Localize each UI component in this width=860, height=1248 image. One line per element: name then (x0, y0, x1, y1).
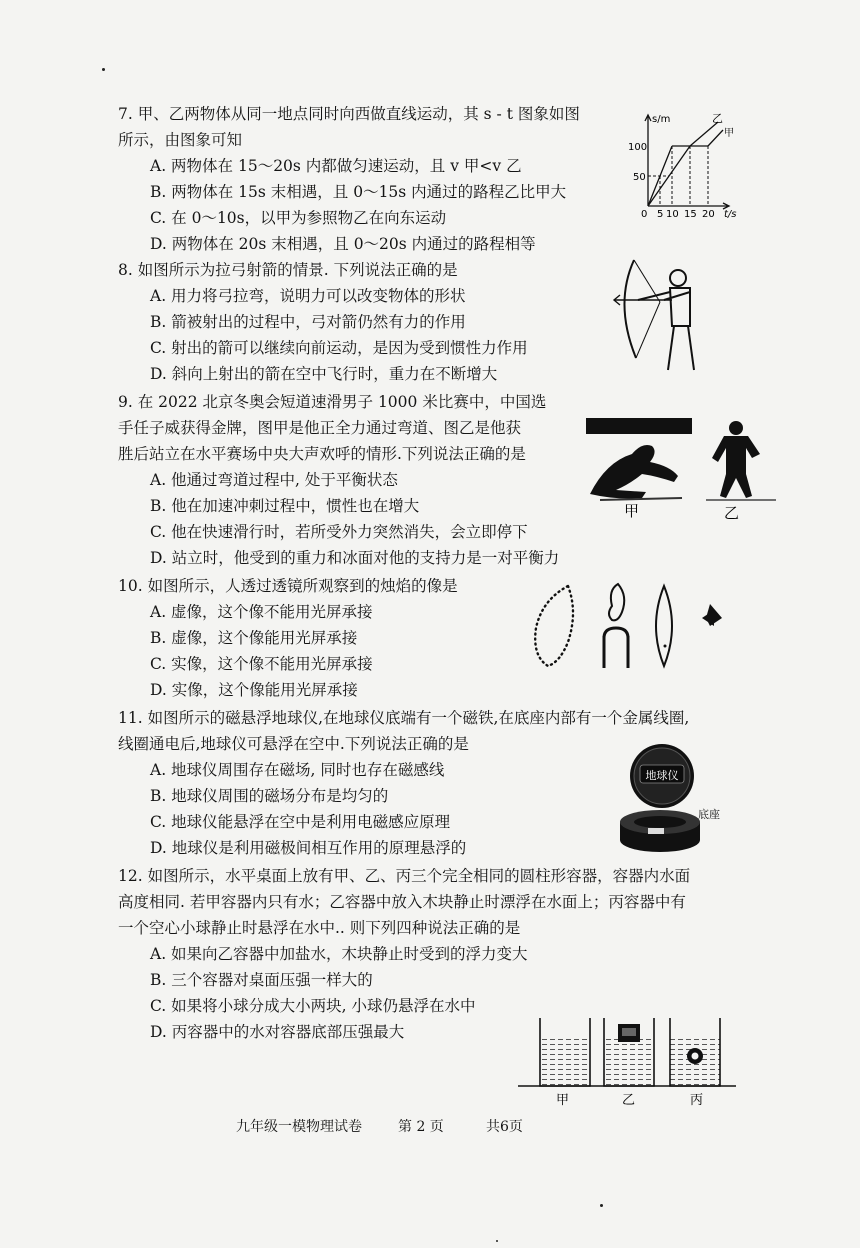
scan-speck (102, 68, 105, 71)
q12-stem-line3: 一个空心小球静止时悬浮在水中.. 则下列四种说法正确的是 (118, 919, 521, 937)
q10-option-d: D. 实像，这个像能用光屏承接 (150, 681, 358, 699)
q8-stem: 8. 如图所示为拉弓射箭的情景. 下列说法正确的是 (118, 261, 458, 279)
q7-stem-line1: 7. 甲、乙两物体从同一地点同时向西做直线运动，其 s - t 图象如图 (118, 105, 580, 123)
q8-option-d: D. 斜向上射出的箭在空中飞行时，重力在不断增大 (150, 365, 498, 383)
globe-label: 地球仪 (645, 769, 679, 782)
q11-option-c: C. 地球仪能悬浮在空中是利用电磁感应原理 (150, 813, 451, 831)
container-label-jia: 甲 (556, 1093, 570, 1108)
fig-label-jia: 甲 (624, 502, 640, 520)
q12-option-a: A. 如果向乙容器中加盐水，木块静止时受到的浮力变大 (150, 945, 528, 963)
q9-option-a: A. 他通过弯道过程中, 处于平衡状态 (150, 471, 398, 489)
st-graph (628, 110, 748, 220)
footer-page-number: 第 2 页 (398, 1119, 444, 1135)
skater-photos (586, 414, 786, 522)
q9-option-c: C. 他在快速滑行时，若所受外力突然消失，会立即停下 (150, 523, 528, 541)
footer-exam-title: 九年级一模物理试卷 (236, 1119, 362, 1135)
container-label-yi: 乙 (622, 1093, 636, 1108)
scan-speck (600, 1204, 603, 1207)
q7-option-d: D. 两物体在 20s 末相遇，且 0～20s 内通过的路程相等 (150, 235, 536, 253)
graph-line-label-jia: 甲 (724, 128, 734, 139)
q12-stem-line1: 12. 如图所示，水平桌面上放有甲、乙、丙三个完全相同的圆柱形容器，容器内水面 (118, 867, 691, 885)
q8-option-b: B. 箭被射出的过程中，弓对箭仍然有力的作用 (150, 313, 466, 331)
graph-x-tick-20: 20 (702, 209, 715, 220)
graph-x-tick-10: 10 (666, 209, 679, 220)
q12-option-d: D. 丙容器中的水对容器底部压强最大 (150, 1023, 405, 1041)
q9-stem-line3: 胜后站立在水平赛场中央大声欢呼的情形.下列说法正确的是 (118, 445, 526, 463)
containers-figure (518, 1012, 736, 1108)
graph-y-tick-100: 100 (628, 142, 648, 153)
graph-x-tick-5: 5 (657, 209, 664, 220)
q9-stem-line1: 9. 在 2022 北京冬奥会短道速滑男子 1000 米比赛中，中国选 (118, 393, 547, 411)
q8-option-c: C. 射出的箭可以继续向前运动，是因为受到惯性力作用 (150, 339, 528, 357)
container-label-bing: 丙 (690, 1093, 704, 1108)
scan-speck (496, 1240, 498, 1242)
q12-option-c: C. 如果将小球分成大小两块, 小球仍悬浮在水中 (150, 997, 476, 1015)
q11-option-b: B. 地球仪周围的磁场分布是均匀的 (150, 787, 389, 805)
q11-stem-line1: 11. 如图所示的磁悬浮地球仪,在地球仪底端有一个磁铁,在底座内部有一个金属线圈, (118, 709, 690, 727)
graph-x-tick-15: 15 (684, 209, 697, 220)
base-label: 底座 (698, 808, 720, 821)
q7-option-b: B. 两物体在 15s 末相遇，且 0～15s 内通过的路程乙比甲大 (150, 183, 567, 201)
q9-option-b: B. 他在加速冲刺过程中，惯性也在增大 (150, 497, 420, 515)
q12-stem-line2: 高度相同. 若甲容器内只有水；乙容器中放入木块静止时漂浮在水面上；丙容器中有 (118, 893, 686, 911)
archer-figure (612, 256, 712, 374)
q10-option-c: C. 实像，这个像不能用光屏承接 (150, 655, 373, 673)
graph-x-label: t/s (724, 209, 737, 220)
q8-option-a: A. 用力将弓拉弯，说明力可以改变物体的形状 (150, 287, 466, 305)
q10-option-b: B. 虚像，这个像能用光屏承接 (150, 629, 358, 647)
q9-option-d: D. 站立时，他受到的重力和冰面对他的支持力是一对平衡力 (150, 549, 560, 567)
maglev-globe-figure (616, 742, 740, 864)
graph-y-tick-50: 50 (633, 172, 646, 183)
fig-label-yi: 乙 (724, 504, 740, 522)
q9-stem-line2: 手任子威获得金牌，图甲是他正全力通过弯道、图乙是他获 (118, 419, 522, 437)
lens-candle-figure (524, 582, 734, 672)
q7-stem-line2: 所示，由图象可知 (118, 131, 243, 149)
graph-line-label-yi: 乙 (712, 112, 723, 125)
q10-option-a: A. 虚像，这个像不能用光屏承接 (150, 603, 373, 621)
graph-x-tick-0: 0 (641, 209, 648, 220)
q11-option-d: D. 地球仪是利用磁极间相互作用的原理悬浮的 (150, 839, 467, 857)
q10-stem: 10. 如图所示，人透过透镜所观察到的烛焰的像是 (118, 577, 458, 595)
q7-option-a: A. 两物体在 15～20s 内都做匀速运动，且 v 甲<v 乙 (150, 157, 522, 175)
graph-y-label: s/m (652, 114, 671, 125)
q7-option-c: C. 在 0～10s，以甲为参照物乙在向东运动 (150, 209, 447, 227)
footer-total-pages: 共6页 (486, 1119, 523, 1135)
q11-stem-line2: 线圈通电后,地球仪可悬浮在空中.下列说法正确的是 (118, 735, 469, 753)
q12-option-b: B. 三个容器对桌面压强一样大的 (150, 971, 373, 989)
q11-option-a: A. 地球仪周围存在磁场, 同时也存在磁感线 (150, 761, 445, 779)
